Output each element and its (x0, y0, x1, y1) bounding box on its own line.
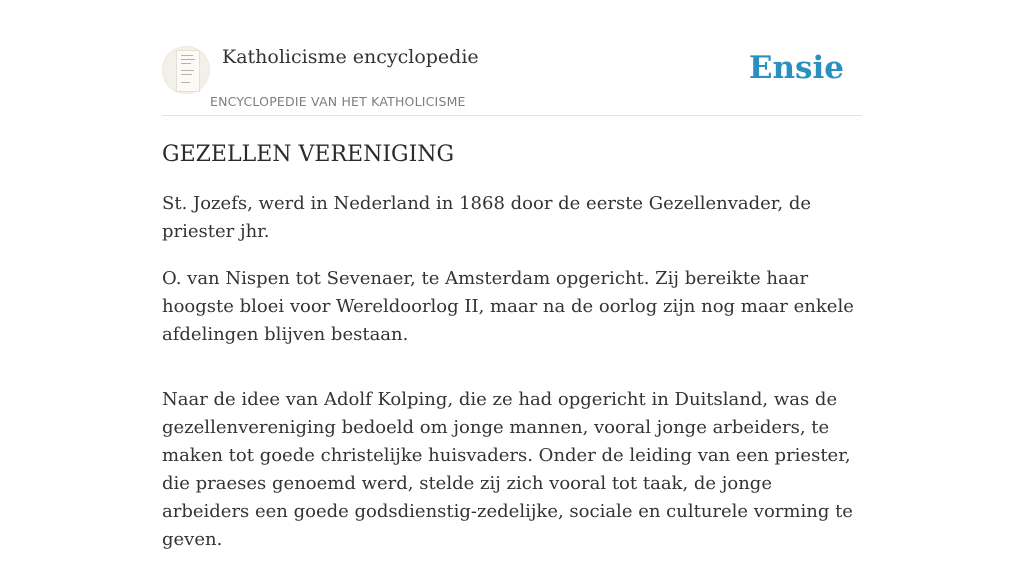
book-page (176, 50, 200, 92)
encyclopedia-cover-icon[interactable] (162, 46, 210, 94)
article-paragraph-2: O. van Nispen tot Sevenaer, te Amsterdam opgericht. Zij bereikte haar hoogste bloei voor Wereldoorlog II, maar na de oorlog zijn nog maar enkele afdelingen blijven bestaan. (162, 268, 854, 345)
article-paragraph-1: St. Jozefs, werd in Nederland in 1868 door de eerste Gezellenvader, de priester jhr. (162, 193, 812, 242)
article-title: GEZELLEN VERENIGING (162, 142, 455, 167)
source-subtitle: ENCYCLOPEDIE VAN HET KATHOLICISME (210, 94, 466, 109)
article (162, 138, 862, 573)
source-header (162, 40, 862, 116)
ensie-logo-link[interactable]: Ensie (748, 50, 844, 86)
article-paragraph-3: Naar de idee van Adolf Kolping, die ze had opgericht in Duitsland, was de gezellenvereniging bedoeld om jonge mannen, vooral jonge arbeiders, te maken tot goede christelijke huisvaders. Onder de leiding van een priester, die praeses genoemd werd, stelde zij zich vooral tot taak, de jonge arbeiders een goede godsdienstig-zedelijke, sociale en culturele vorming te geven. (162, 389, 853, 550)
source-title-link[interactable]: Katholicisme encyclopedie (222, 46, 479, 68)
